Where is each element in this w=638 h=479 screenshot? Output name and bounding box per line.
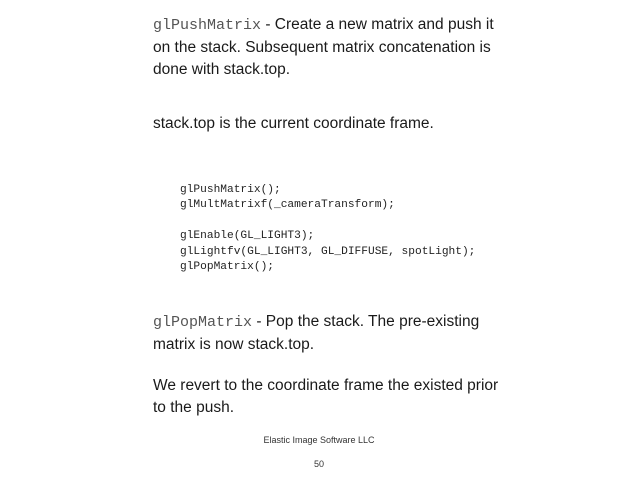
page-number: 50 — [313, 459, 324, 469]
pop-matrix-text: - Pop the stack. The pre-existing matrix is now stack.top. — [153, 313, 480, 353]
push-matrix-text: - Create a new matrix and push it on the stack. Subsequent matrix concatenation is done with stack.top. — [153, 16, 494, 78]
pop-matrix-function-name: glPopMatrix — [153, 314, 253, 331]
code-sample — [180, 183, 475, 275]
footer-company: Elastic Image Software LLC — [263, 435, 375, 445]
push-matrix-function-name: glPushMatrix — [153, 17, 262, 34]
code-line: glPopMatrix(); — [180, 261, 274, 274]
code-line: glMultMatrixf(_cameraTransform); — [180, 199, 395, 212]
code-line: glPushMatrix(); — [180, 184, 281, 196]
revert-note: We revert to the coordinate frame the existed prior to the push. — [153, 377, 499, 416]
stack-top-note: stack.top is the current coordinate frame. — [153, 115, 434, 132]
code-line: glLightfv(GL_LIGHT3, GL_DIFFUSE, spotLight); — [180, 245, 476, 258]
pop-matrix-description — [153, 311, 513, 356]
push-matrix-description — [153, 14, 513, 81]
code-line: glEnable(GL_LIGHT3); — [180, 230, 315, 243]
